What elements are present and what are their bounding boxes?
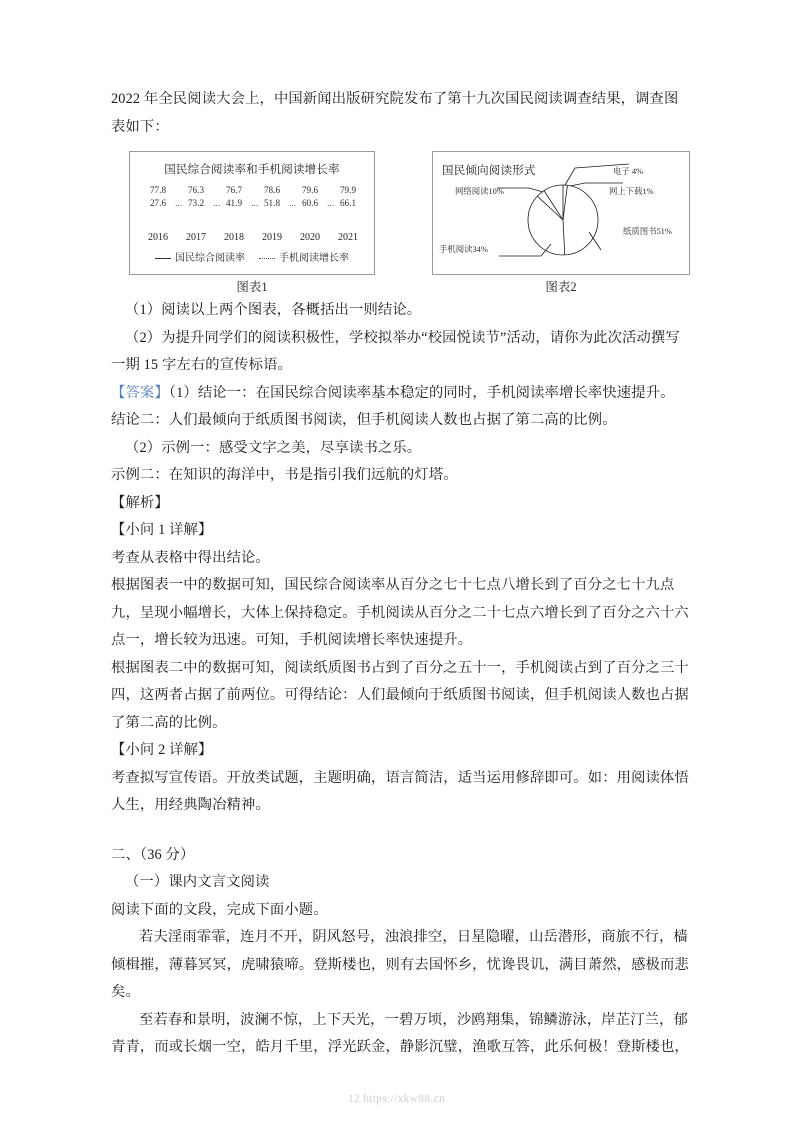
pie-label-online-download: 网上下载1%: [609, 187, 654, 196]
sub-question-1-para-1: 考查从表格中得出结论。: [111, 549, 270, 566]
line-solid-icon: [155, 258, 171, 259]
legend-label: 国民综合阅读率: [175, 253, 245, 264]
line-dotted-icon: [259, 258, 275, 259]
pie-label-mobile-reading: 手机阅读34%: [439, 245, 488, 254]
data-label: 27.6 ...: [139, 198, 177, 208]
section-2-subheading: （一）课内文言文阅读: [125, 874, 270, 890]
x-tick-label: 2020: [300, 232, 320, 243]
sub-question-2-para-1-line-1: 考查拟写宣传语。开放类试题，主题明确，语言简洁，适当运用修辞即可。如：用阅读体悟: [111, 769, 689, 786]
question-2: （2）为提升同学们的阅读积极性，学校拟举办“校园悦读节”活动，请你为此次活动撰写: [125, 329, 680, 346]
legend-entry-solid: [155, 249, 245, 264]
pie-label-paper-books: 纸质图书51%: [623, 227, 672, 236]
sub-question-1-para-2-line-3: 点一，增长较为迅速。可知，手机阅读增长率快速提升。: [111, 632, 473, 648]
page-footer-watermark: 12 https://xkw88.cn: [347, 1093, 446, 1105]
answer-line-2: 结论二：人们最倾向于纸质图书阅读，但手机阅读人数也占据了第二高的比例。: [111, 412, 617, 428]
line-chart-frame: [129, 151, 375, 275]
intro-line-2: 表如下：: [111, 118, 169, 135]
passage-1-line-3: 矣。: [111, 984, 140, 1000]
data-label: 76.3: [187, 185, 205, 195]
pie-label-electronic: 电子 4%: [613, 167, 644, 176]
data-label: 79.9: [339, 185, 357, 195]
answer-line-4: 示例二：在知识的海洋中，书是指引我们远航的灯塔。: [111, 467, 458, 483]
data-label: 51.8 ...: [253, 198, 291, 208]
sub-question-2-para-1-line-2: 人生，用经典陶冶精神。: [111, 797, 270, 813]
chart-1-series-b-labels: [139, 198, 367, 208]
figure-row: [111, 151, 690, 297]
pie-chart-graphic: [433, 152, 690, 275]
pie-chart-frame: [432, 151, 690, 275]
intro-line-1: 2022 年全民阅读大会上，中国新闻出版研究院发布了第十九次国民阅读调查结果，调查图: [111, 91, 679, 107]
chart-2-title: 国民倾向阅读形式: [442, 165, 536, 177]
answer-tag: 【答案】: [111, 384, 169, 401]
passage-1-line-1: 若夫淫雨霏霏，连月不开，阴风怒号，浊浪排空，日星隐曜，山岳潜形，商旅不行，樯: [139, 929, 688, 945]
sub-question-1-para-2-line-2: 九，呈现小幅增长，大体上保持稳定。手机阅读从百分之二十七点六增长到了百分之六十六: [111, 604, 689, 621]
passage-1-line-2: 倾楫摧，薄暮冥冥，虎啸猿啼。登斯楼也，则有去国怀乡，忧谗畏讥，满目萧然，感极而悲: [111, 956, 689, 973]
figure-1: [129, 151, 375, 297]
data-label: 78.6: [263, 185, 281, 195]
x-tick-label: 2021: [338, 232, 358, 243]
x-tick-label: 2016: [148, 232, 168, 243]
analysis-tag: 【解析】: [111, 494, 169, 511]
chart-1-legend: [130, 249, 374, 264]
sub-question-1-para-3-line-2: 四，这两者占据了前两位。可得结论：人们最倾向于纸质图书阅读，但手机阅读人数也占据: [111, 687, 689, 703]
sub-question-1-heading: 【小问 1 详解】: [111, 522, 213, 538]
data-label: 77.8: [149, 185, 167, 195]
data-label: 60.6 ...: [291, 198, 329, 208]
sub-question-1-para-3-line-1: 根据图表二中的数据可知，阅读纸质图书占到了百分之五十一，手机阅读占到了百分之三十: [111, 659, 689, 676]
legend-label: 手机阅读增长率: [279, 253, 349, 264]
chart-1-series-a-labels: [139, 185, 367, 195]
passage-2-line-2: 青青，而或长烟一空，皓月千里，浮光跃金，静影沉璧，渔歌互答，此乐何极！登斯楼也，: [111, 1039, 689, 1055]
sub-question-1-para-3-line-3: 了第二高的比例。: [111, 714, 227, 731]
sub-question-2-heading: 【小问 2 详解】: [111, 742, 213, 758]
data-label: 41.9 ...: [215, 198, 253, 208]
answer-line-1: [111, 380, 690, 408]
section-2-instruction: 阅读下面的文段，完成下面小题。: [111, 901, 328, 918]
question-1: （1）阅读以上两个图表，各概括出一则结论。: [125, 302, 422, 318]
legend-entry-dotted: [259, 249, 349, 264]
data-label: 73.2 ...: [177, 198, 215, 208]
x-tick-label: 2019: [262, 232, 282, 243]
answer-line-3: （2）示例一：感受文字之美，尽享读书之乐。: [125, 439, 422, 456]
figure-2: [432, 151, 690, 297]
chart-1-x-axis-ticks: [139, 232, 367, 243]
figure-1-caption: 图表1: [236, 280, 268, 294]
data-label: 76.7: [225, 185, 243, 195]
figure-2-caption: 图表2: [545, 280, 577, 294]
sub-question-1-para-2-line-1: 根据图表一中的数据可知，国民综合阅读率从百分之七十七点八增长到了百分之七十九点: [111, 577, 675, 593]
x-tick-label: 2018: [224, 232, 244, 243]
x-tick-label: 2017: [186, 232, 206, 243]
pie-label-online-reading: 网络阅读10%: [455, 187, 504, 196]
section-spacer: [111, 820, 690, 842]
chart-1-title: 国民综合阅读率和手机阅读增长率: [164, 164, 340, 176]
answer-text: （1）结论一：在国民综合阅读率基本稳定的同时，手机阅读率增长率快速提升。: [168, 384, 675, 401]
data-label: 79.6: [301, 185, 319, 195]
section-2-heading: 二、（36 分）: [111, 846, 195, 863]
data-label: 66.1: [339, 198, 357, 208]
question-2-cont: 一期 15 字左右的宣传标语。: [111, 357, 292, 373]
passage-2-line-1: 至若春和景明，波澜不惊，上下天光，一碧万顷，沙鸥翔集，锦鳞游泳，岸芷汀兰，郁: [139, 1011, 688, 1028]
